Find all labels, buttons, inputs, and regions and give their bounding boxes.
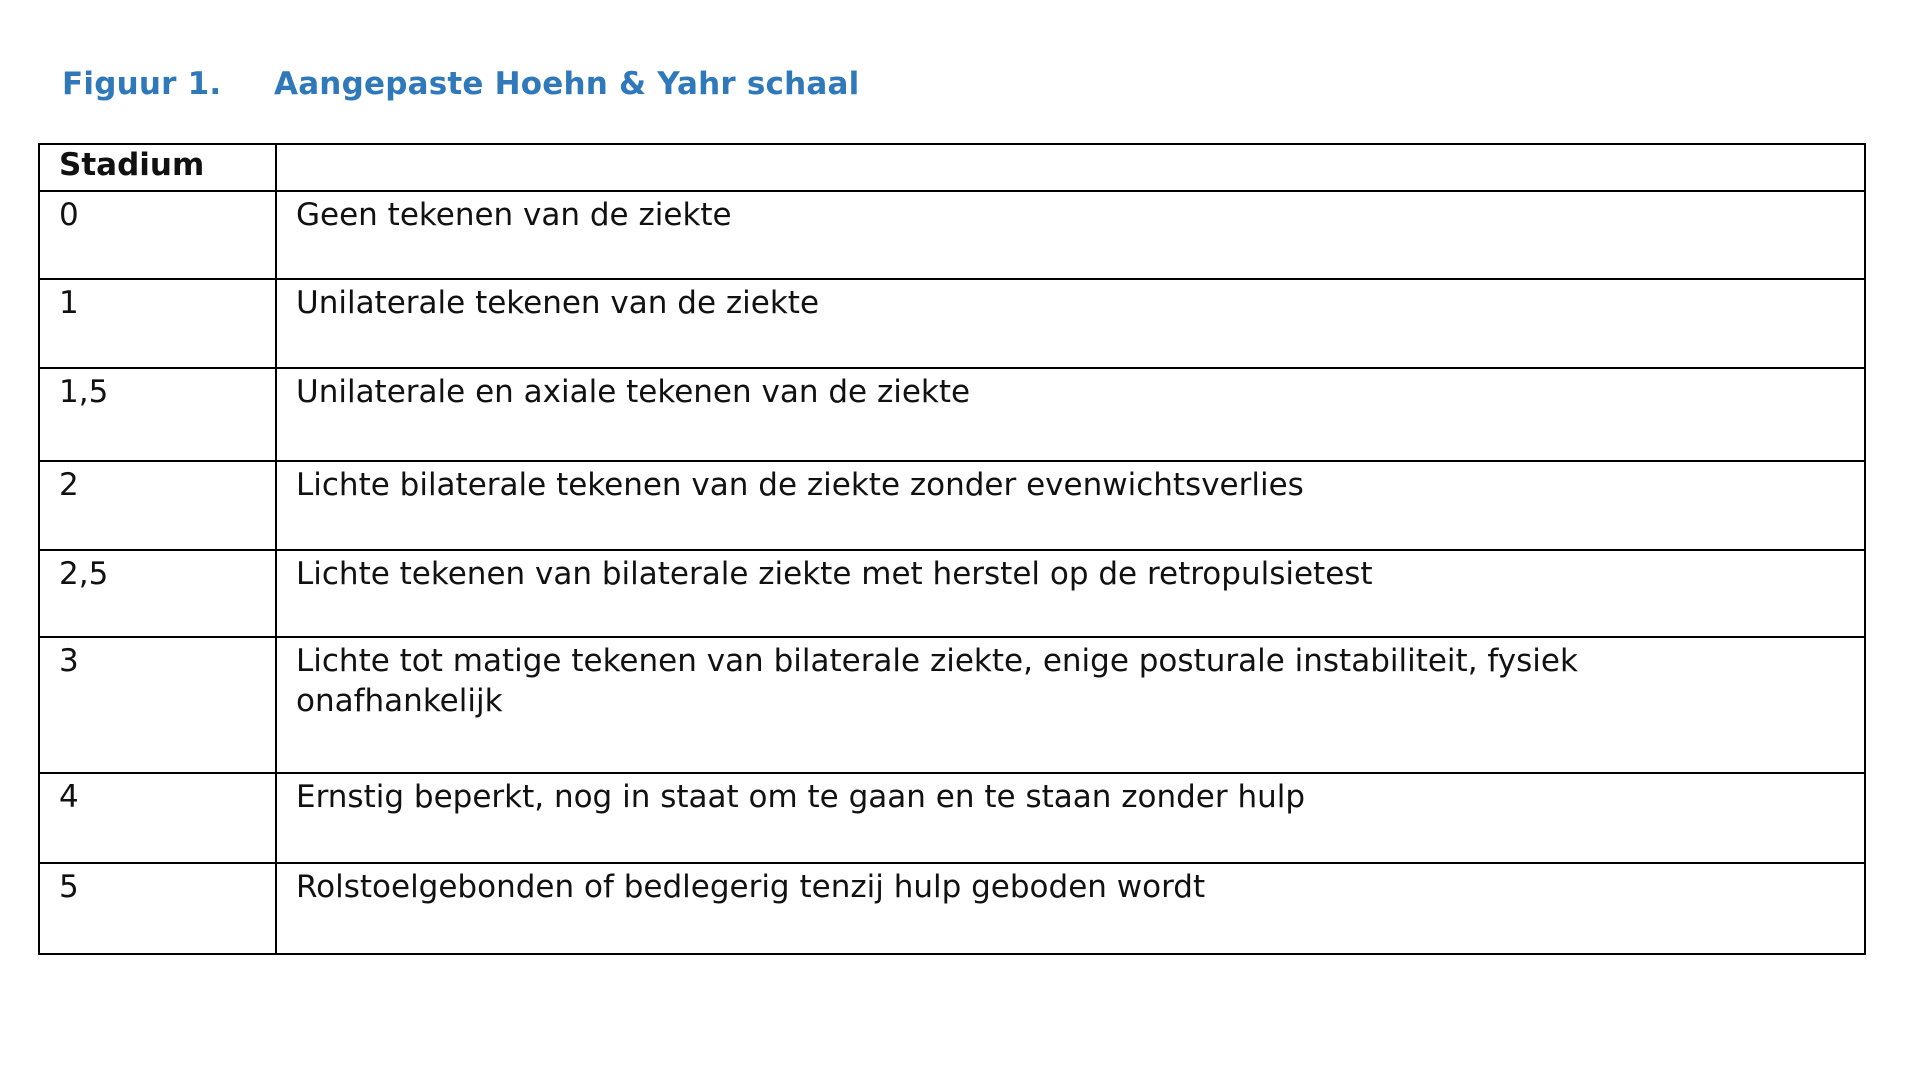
table-row bbox=[39, 368, 1865, 461]
stage-cell: 4 bbox=[39, 773, 276, 863]
stage-cell: 3 bbox=[39, 637, 276, 773]
hoehn-yahr-table bbox=[38, 143, 1866, 955]
stage-cell: 0 bbox=[39, 191, 276, 279]
table-row bbox=[39, 191, 1865, 279]
figure-number: Figuur 1. bbox=[62, 66, 222, 102]
stage-cell: 2 bbox=[39, 461, 276, 550]
figure-title bbox=[62, 66, 859, 102]
table-row bbox=[39, 863, 1865, 954]
figure-caption: Aangepaste Hoehn & Yahr schaal bbox=[274, 66, 860, 102]
description-cell bbox=[276, 863, 1865, 954]
stage-cell: 5 bbox=[39, 863, 276, 954]
description-cell bbox=[276, 550, 1865, 637]
description-column-header bbox=[276, 144, 1865, 191]
description-cell bbox=[276, 773, 1865, 863]
stage-cell: 1,5 bbox=[39, 368, 276, 461]
description-cell bbox=[276, 191, 1865, 279]
description-text: Unilaterale en axiale tekenen van de ziekte bbox=[296, 374, 971, 410]
description-cell bbox=[276, 461, 1865, 550]
stage-cell: 2,5 bbox=[39, 550, 276, 637]
description-text: Lichte tekenen van bilaterale ziekte met herstel op de retropulsietest bbox=[296, 556, 1373, 592]
stadium-column-header: Stadium bbox=[39, 144, 276, 191]
description-text: Unilaterale tekenen van de ziekte bbox=[296, 285, 820, 321]
description-text: Lichte tot matige tekenen van bilaterale ziekte, enige posturale instabiliteit, fysiek onafhankelijk bbox=[296, 643, 1578, 719]
description-text: Rolstoelgebonden of bedlegerig tenzij hulp geboden wordt bbox=[296, 869, 1206, 905]
description-cell bbox=[276, 368, 1865, 461]
description-cell bbox=[276, 279, 1865, 368]
description-text: Lichte bilaterale tekenen van de ziekte zonder evenwichtsverlies bbox=[296, 467, 1304, 503]
description-text: Ernstig beperkt, nog in staat om te gaan en te staan zonder hulp bbox=[296, 779, 1306, 815]
table-row bbox=[39, 773, 1865, 863]
table-row bbox=[39, 279, 1865, 368]
table-row bbox=[39, 461, 1865, 550]
stage-cell: 1 bbox=[39, 279, 276, 368]
description-text: Geen tekenen van de ziekte bbox=[296, 197, 732, 233]
table-row bbox=[39, 550, 1865, 637]
description-cell bbox=[276, 637, 1865, 773]
table-row bbox=[39, 637, 1865, 773]
table-header-row bbox=[39, 144, 1865, 191]
